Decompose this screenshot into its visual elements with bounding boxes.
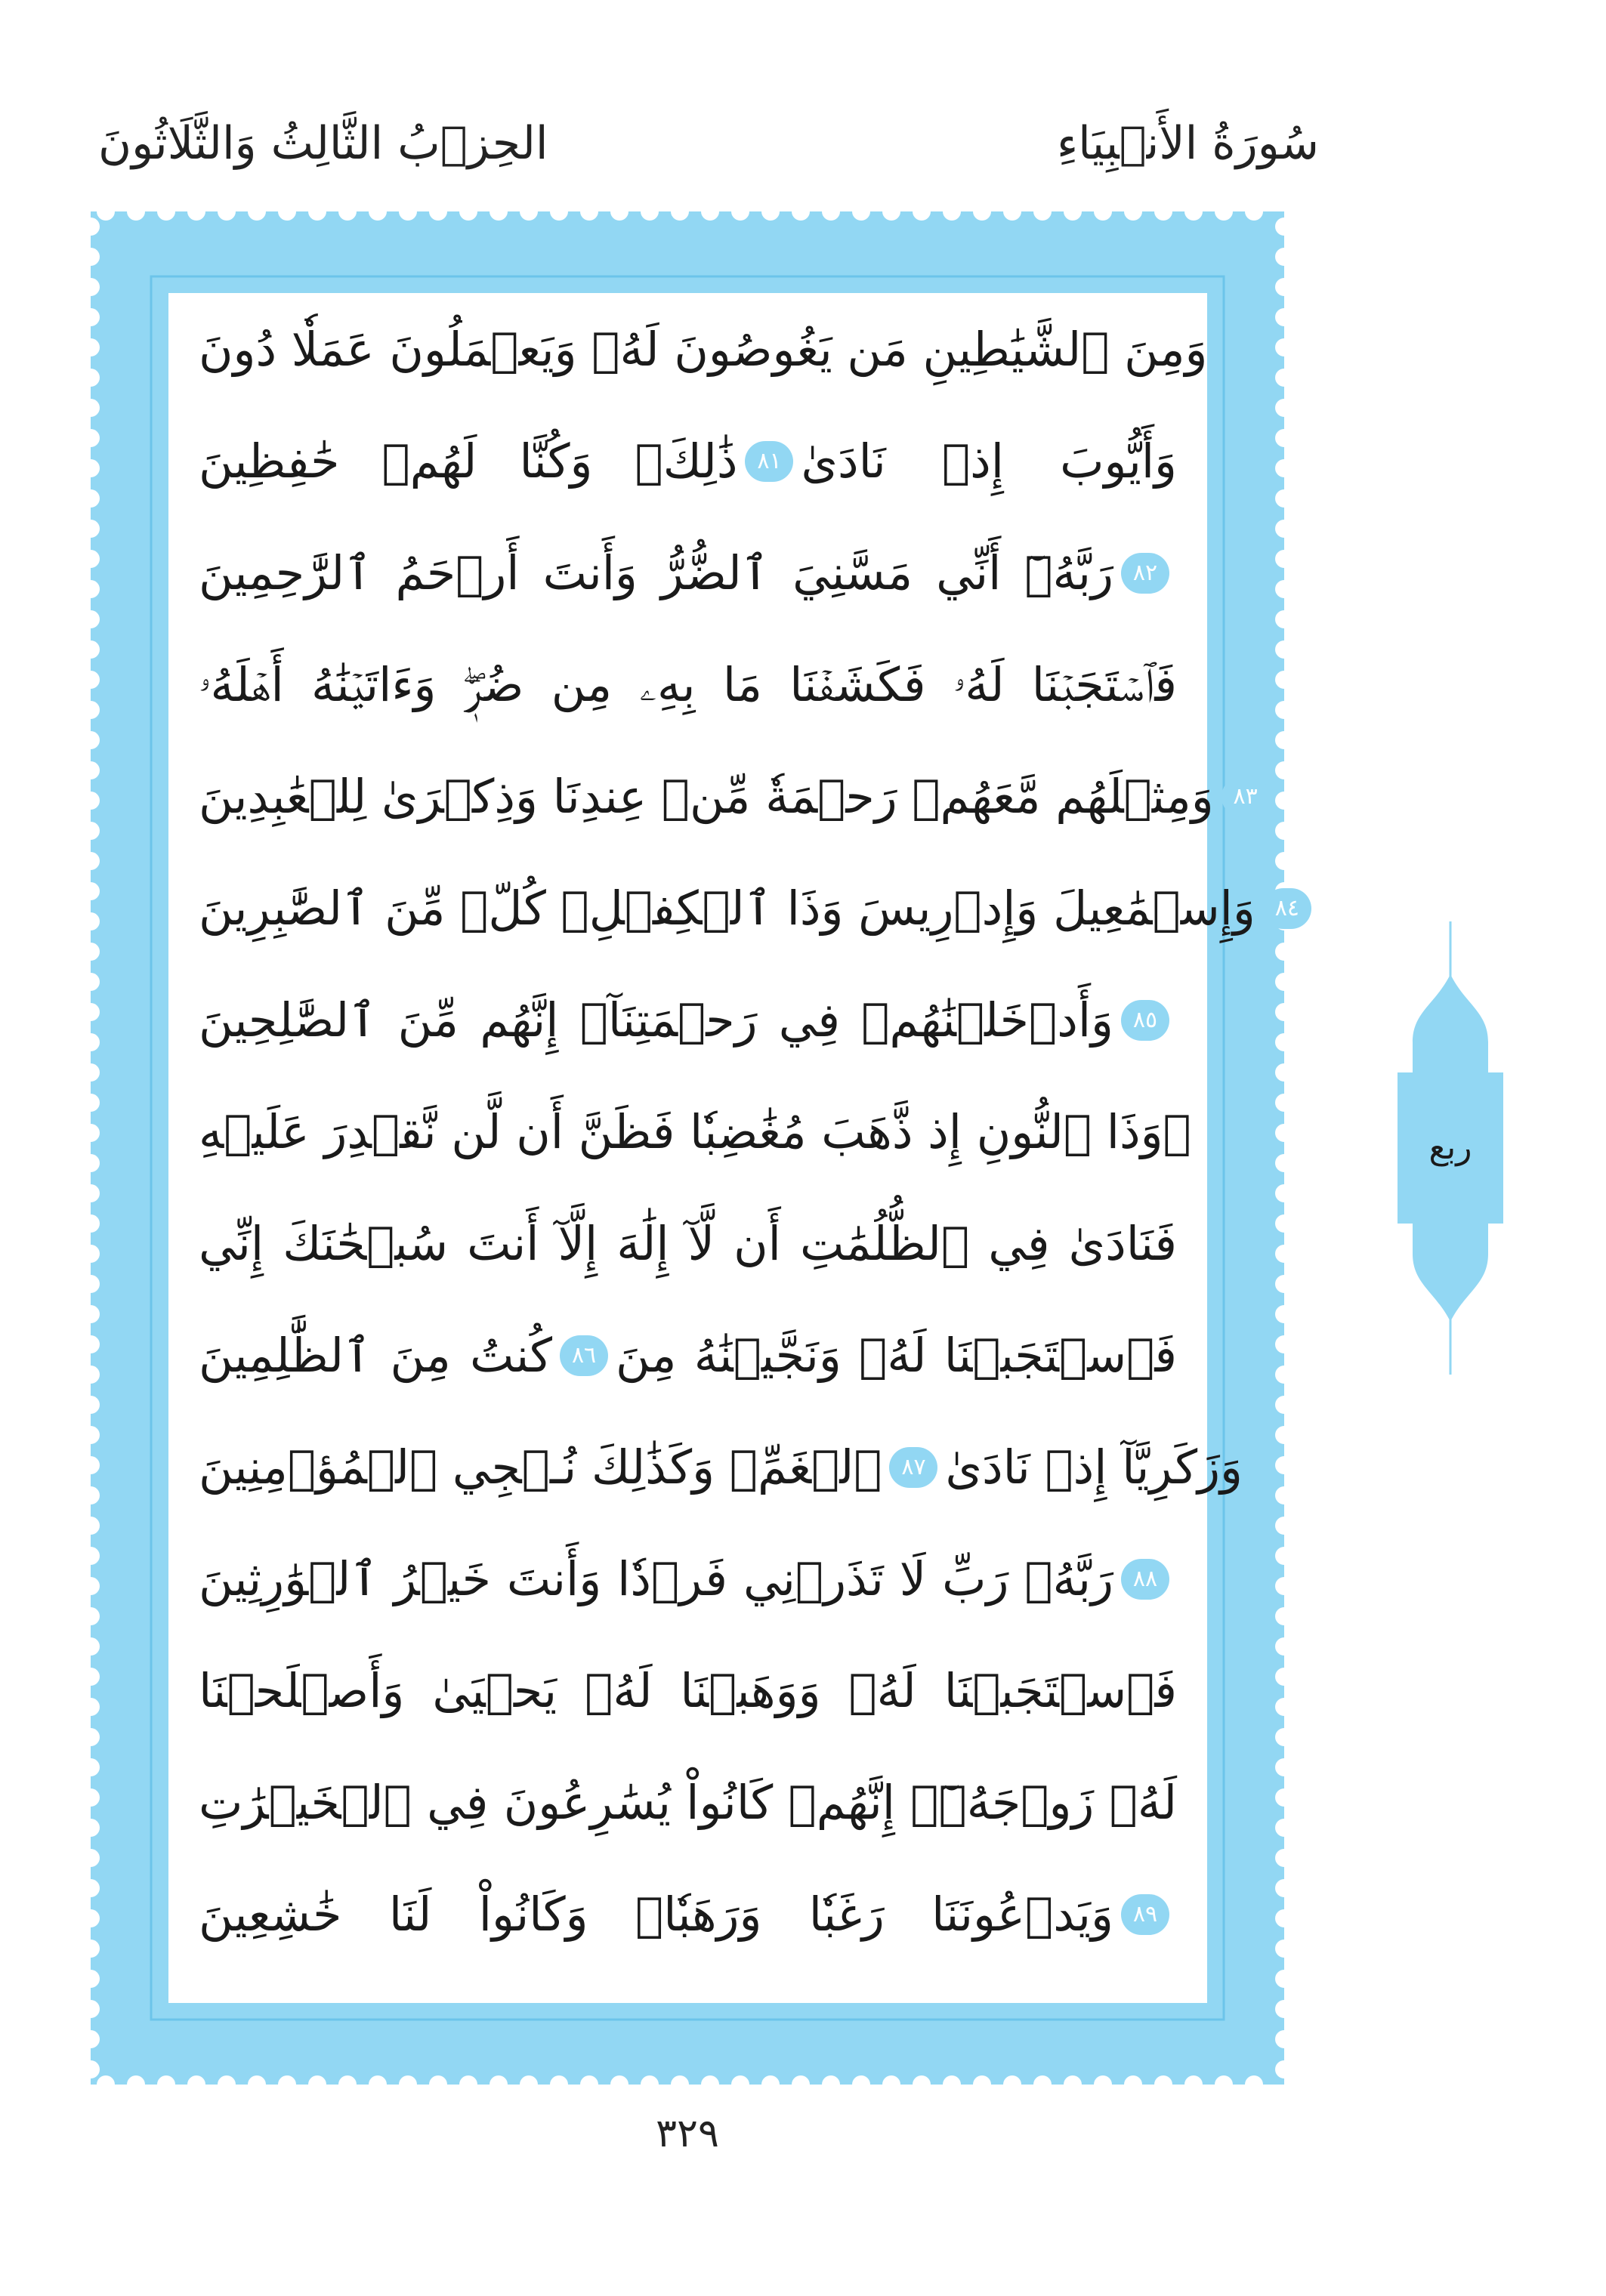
verse-line-text: وَمِثۡلَهُم مَّعَهُمۡ رَحۡمَةٗ مِّنۡ عِندِنَا وَذِكۡرَىٰ لِلۡعَٰبِدِينَ [199,769,1214,824]
frame-scallop [580,2075,598,2094]
frame-scallop [1275,1728,1293,1746]
frame-scallop [127,202,145,221]
frame-scallop [82,550,100,568]
frame-scallop [731,2075,749,2094]
frame-scallop [1275,308,1293,326]
frame-scallop [1275,1607,1293,1625]
frame-scallop [82,1366,100,1384]
frame-scallop [82,1637,100,1656]
frame-scallop [1275,1637,1293,1656]
frame-scallop [399,202,417,221]
frame-scallop [82,731,100,749]
verse-line [199,971,1177,1069]
frame-scallop [1275,1849,1293,1867]
surah-title: سُورَةُ الأَنۡبِيَاءِ [1056,117,1319,170]
verse-line [199,1754,1177,1852]
frame-scallop [1275,1184,1293,1202]
frame-scallop [943,202,961,221]
frame-scallop [641,202,659,221]
frame-scallop [82,610,100,628]
frame-scallop [822,2075,840,2094]
frame-scallop [1275,2030,1293,2048]
frame-scallop [82,2060,100,2078]
frame-scallop [1275,1577,1293,1595]
verse-line [199,1083,1191,1181]
frame-scallop [1275,1124,1293,1142]
frame-scallop [157,2075,175,2094]
frame-scallop [1215,2075,1233,2094]
verse-line-text: وَأَدۡخَلۡنَٰهُمۡ فِي رَحۡمَتِنَآۖ إِنَّهُم مِّنَ ٱلصَّٰلِحِينَ [199,992,1113,1048]
frame-scallop [82,973,100,991]
frame-scallop [1275,640,1293,659]
frame-scallop [1275,701,1293,719]
frame-scallop [1184,202,1203,221]
frame-scallop [1154,202,1172,221]
frame-scallop [701,202,719,221]
frame-scallop [1275,1819,1293,1837]
frame-scallop [1275,822,1293,840]
frame-scallop [82,1335,100,1353]
frame-scallop [1275,1335,1293,1353]
frame-scallop [82,520,100,538]
verse-line-text: رَبَّهُۥٓ أَنِّي مَسَّنِيَ ٱلضُّرُّ وَأَنتَ أَرۡحَمُ ٱلرَّٰحِمِينَ [199,545,1113,600]
frame-scallop [82,338,100,356]
frame-scallop [82,943,100,961]
frame-scallop [610,202,629,221]
frame-scallop [82,1758,100,1776]
frame-scallop [82,1517,100,1535]
frame-scallop [82,1849,100,1867]
frame-scallop [792,202,810,221]
rub-label: ربع [1428,1128,1472,1167]
verse-line-text: فَٱسۡتَجَبۡنَا لَهُۥ وَوَهَبۡنَا لَهُۥ يَحۡيَىٰ وَأَصۡلَحۡنَا [199,1663,1177,1718]
frame-scallop [1275,218,1293,236]
frame-scallop [520,2075,538,2094]
frame-scallop [82,1396,100,1414]
frame-scallop [580,202,598,221]
frame-scallop [1275,1063,1293,1082]
frame-scallop [1275,338,1293,356]
frame-scallop [82,459,100,477]
verse-line-tail: وَأَيُّوبَ إِذۡ نَادَىٰ [801,434,1177,489]
frame-scallop [1184,2075,1203,2094]
frame-scallop [82,2030,100,2048]
frame-scallop [1033,2075,1052,2094]
page-frame [91,211,1299,2085]
frame-scallop [1275,1970,1293,1988]
verse-line-text: لَهُۥ زَوۡجَهُۥٓۚ إِنَّهُمۡ كَانُواْ يُسَٰرِعُونَ فِي ٱلۡخَيۡرَٰتِ [199,1775,1177,1830]
frame-scallop [1154,2075,1172,2094]
verse-line [199,748,1258,846]
frame-scallop [1275,1245,1293,1263]
frame-scallop [338,202,357,221]
ayah-number-marker: ٨٦ [560,1335,608,1376]
frame-scallop [943,2075,961,2094]
frame-scallop [1275,489,1293,508]
frame-scallop [1275,1879,1293,1897]
frame-scallop [248,202,266,221]
verse-line [199,1530,1177,1628]
frame-scallop [82,1094,100,1112]
frame-scallop [1275,1698,1293,1716]
frame-scallop [308,202,326,221]
frame-scallop [82,1728,100,1746]
verse-line-text: ذَٰلِكَۖ وَكُنَّا لَهُمۡ حَٰفِظِينَ [199,434,738,489]
frame-scallop [1275,1788,1293,1807]
frame-scallop [82,1456,100,1474]
verse-line [199,524,1177,622]
frame-scallop [127,2075,145,2094]
frame-scallop [82,1607,100,1625]
frame-scallop [1275,1547,1293,1565]
frame-scallop [82,1788,100,1807]
frame-scallop [1275,248,1293,266]
frame-scallop [792,2075,810,2094]
frame-scallop [490,2075,508,2094]
frame-scallop [1275,852,1293,870]
frame-scallop [82,1879,100,1897]
frame-scallop [1033,202,1052,221]
frame-scallop [82,218,100,236]
frame-scallop [822,202,840,221]
frame-scallop [82,1214,100,1233]
frame-scallop [1275,1396,1293,1414]
frame-scallop [761,202,780,221]
frame-scallop [1275,399,1293,417]
rub-marker [1390,921,1511,1375]
frame-scallop [82,580,100,598]
frame-scallop [913,202,931,221]
frame-scallop [1275,2000,1293,2018]
ayah-number-marker: ٨٩ [1121,1894,1169,1935]
frame-scallop [1275,1456,1293,1474]
frame-scallop [82,429,100,447]
verse-line [199,1195,1177,1293]
frame-scallop [278,2075,296,2094]
frame-scallop [82,1124,100,1142]
ayah-number-marker: ٨٣ [1221,776,1270,817]
frame-scallop [82,1426,100,1444]
frame-scallop [1275,369,1293,387]
verse-line-text: وَمِنَ ٱلشَّيَٰطِينِ مَن يَغُوصُونَ لَهُۥ وَيَعۡمَلُونَ عَمَلٗا دُونَ [199,322,1208,377]
frame-scallop [82,1184,100,1202]
verse-line-text: وَيَدۡعُونَنَا رَغَبٗا وَرَهَبٗاۖ وَكَانُواْ لَنَا خَٰشِعِينَ [199,1887,1113,1942]
frame-scallop [1275,429,1293,447]
frame-scallop [82,248,100,266]
verse-line [199,1307,1177,1405]
frame-scallop [1275,1033,1293,1051]
frame-scallop [882,2075,900,2094]
frame-scallop [1275,1909,1293,1927]
frame-scallop [1275,1517,1293,1535]
frame-scallop [82,2000,100,2018]
frame-scallop [1275,1758,1293,1776]
frame-scallop [973,2075,991,2094]
frame-scallop [429,2075,447,2094]
page-number: ٣٢٩ [656,2111,719,2156]
frame-scallop [369,2075,387,2094]
frame-scallop [82,792,100,810]
frame-scallop [671,2075,689,2094]
frame-scallop [82,1819,100,1837]
frame-scallop [1275,2060,1293,2078]
frame-scallop [1275,1486,1293,1504]
frame-scallop [459,202,477,221]
frame-scallop [1275,1366,1293,1384]
verse-panel [168,293,1299,2003]
frame-scallop [1275,1305,1293,1323]
frame-scallop [550,2075,568,2094]
verse-line [199,412,1177,511]
frame-scallop [1245,202,1263,221]
frame-scallop [82,1154,100,1172]
frame-scallop [1275,610,1293,628]
frame-scallop [82,1063,100,1082]
frame-scallop [1275,1668,1293,1686]
frame-scallop [82,852,100,870]
frame-scallop [157,202,175,221]
frame-scallop [82,1970,100,1988]
frame-scallop [1215,202,1233,221]
frame-scallop [1064,202,1082,221]
frame-scallop [1064,2075,1082,2094]
frame-scallop [82,278,100,296]
frame-scallop [82,1909,100,1927]
hizb-title: الحِزۡبُ الثَّالِثُ وَالثَّلَاثُونَ [98,117,548,170]
frame-scallop [82,1486,100,1504]
frame-scallop [82,1698,100,1716]
frame-scallop [82,671,100,689]
frame-scallop [82,1940,100,1958]
frame-scallop [701,2075,719,2094]
frame-scallop [1003,202,1021,221]
frame-scallop [82,1275,100,1293]
frame-scallop [1275,520,1293,538]
frame-scallop [490,202,508,221]
frame-scallop [1275,1094,1293,1112]
verse-line-text: ٱلۡغَمِّۚ وَكَذَٰلِكَ نُـۨجِي ٱلۡمُؤۡمِنِينَ [199,1440,882,1495]
frame-scallop [82,399,100,417]
frame-scallop [82,912,100,930]
frame-scallop [913,2075,931,2094]
verse-line [199,1418,1243,1517]
frame-scallop [187,2075,205,2094]
frame-scallop [459,2075,477,2094]
frame-scallop [187,202,205,221]
frame-scallop [1003,2075,1021,2094]
frame-scallop [671,202,689,221]
frame-scallop [82,1547,100,1565]
frame-scallop [429,202,447,221]
frame-scallop [82,1668,100,1686]
frame-scallop [761,2075,780,2094]
frame-scallop [1275,1154,1293,1172]
verse-line-text: فَنَادَىٰ فِي ٱلظُّلُمَٰتِ أَن لَّآ إِلَٰهَ إِلَّآ أَنتَ سُبۡحَٰنَكَ إِنِّي [199,1216,1177,1271]
frame-scallop [82,640,100,659]
ayah-number-marker: ٨٥ [1121,1000,1169,1041]
verse-line [199,1642,1177,1740]
frame-scallop [97,202,115,221]
frame-scallop [1275,278,1293,296]
frame-scallop [1275,1275,1293,1293]
ayah-number-marker: ٨٤ [1263,888,1311,929]
frame-scallop [520,202,538,221]
frame-scallop [82,701,100,719]
verse-line-tail: فَٱسۡتَجَبۡنَا لَهُۥ وَنَجَّيۡنَٰهُ مِنَ [616,1328,1178,1383]
frame-scallop [82,1245,100,1263]
frame-scallop [82,1003,100,1021]
frame-scallop [82,822,100,840]
frame-scallop [1275,1003,1293,1021]
ayah-number-marker: ٨١ [745,441,793,482]
frame-scallop [973,202,991,221]
verse-line [199,636,1177,734]
ayah-number-marker: ٨٨ [1121,1559,1169,1600]
frame-scallop [338,2075,357,2094]
ayah-number-marker: ٨٧ [889,1447,937,1488]
frame-scallop [1094,202,1112,221]
frame-scallop [278,202,296,221]
frame-scallop [248,2075,266,2094]
frame-scallop [641,2075,659,2094]
frame-scallop [97,2075,115,2094]
verse-line-text: رَبَّهُۥ رَبِّ لَا تَذَرۡنِي فَرۡدٗا وَأَنتَ خَيۡرُ ٱلۡوَٰرِثِينَ [199,1551,1113,1606]
frame-scallop [82,1577,100,1595]
frame-scallop [1275,1214,1293,1233]
frame-scallop [369,202,387,221]
frame-scallop [1275,671,1293,689]
frame-scallop [218,2075,236,2094]
frame-scallop [1124,202,1142,221]
frame-scallop [82,882,100,900]
frame-scallop [308,2075,326,2094]
frame-scallop [852,2075,870,2094]
frame-scallop [610,2075,629,2094]
frame-scallop [1275,459,1293,477]
frame-scallop [1245,2075,1263,2094]
frame-scallop [1275,1940,1293,1958]
verse-line-text: فَٱسۡتَجَبۡنَا لَهُۥ فَكَشَفۡنَا مَا بِهِۦ مِن ضُرّٖۖ وَءَاتَيۡنَٰهُ أَهۡلَهُۥ [199,657,1177,712]
frame-scallop [82,1033,100,1051]
frame-scallop [1275,731,1293,749]
frame-scallop [1275,761,1293,779]
verse-line-text: وَإِسۡمَٰعِيلَ وَإِدۡرِيسَ وَذَا ٱلۡكِفۡلِۖ كُلّٞ مِّنَ ٱلصَّٰبِرِينَ [199,881,1255,936]
frame-scallop [1124,2075,1142,2094]
frame-scallop [731,202,749,221]
frame-scallop [882,202,900,221]
frame-scallop [1275,1426,1293,1444]
verse-line [199,1866,1177,1964]
frame-scallop [218,202,236,221]
ayah-number-marker: ٨٢ [1121,553,1169,594]
frame-scallop [82,489,100,508]
verse-line [199,301,1208,399]
verse-line [199,859,1299,958]
frame-scallop [852,202,870,221]
verse-line-text: ۞وَذَا ٱلنُّونِ إِذ ذَّهَبَ مُغَٰضِبٗا فَظَنَّ أَن لَّن نَّقۡدِرَ عَلَيۡهِ [199,1104,1191,1159]
frame-scallop [1275,550,1293,568]
frame-scallop [1275,792,1293,810]
frame-scallop [82,369,100,387]
frame-scallop [1275,580,1293,598]
frame-scallop [399,2075,417,2094]
frame-scallop [82,761,100,779]
frame-scallop [550,202,568,221]
frame-scallop [82,308,100,326]
verse-line-text: كُنتُ مِنَ ٱلظَّٰلِمِينَ [199,1328,553,1383]
frame-scallop [82,1305,100,1323]
frame-scallop [1094,2075,1112,2094]
frame-scallop [1275,943,1293,961]
frame-scallop [1275,973,1293,991]
verse-line-tail: وَزَكَرِيَّآ إِذۡ نَادَىٰ [945,1440,1243,1495]
